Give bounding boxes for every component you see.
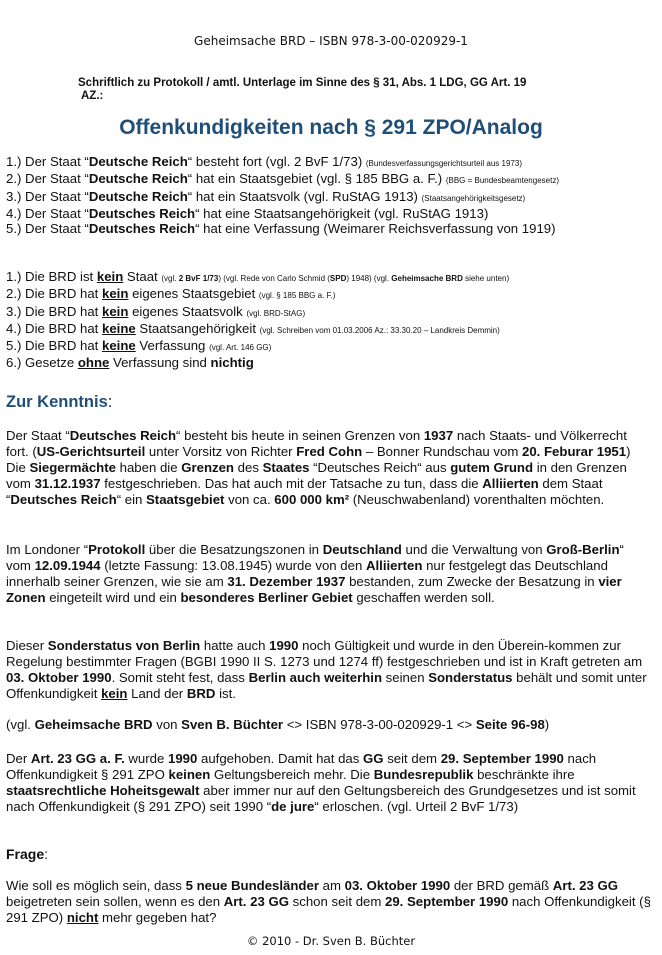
text: am — [318, 878, 345, 893]
list-text: 6.) Gesetze — [6, 355, 78, 371]
bold-text: de jure — [271, 799, 315, 815]
text: von — [152, 717, 182, 732]
list-text: 1.) Die BRD ist — [6, 269, 97, 284]
bold-text: 600 000 km² — [274, 492, 350, 508]
text: nach Offenkundigkeit § 291 ZPO — [6, 751, 597, 783]
bold-text: Art. 23 GG — [223, 894, 289, 910]
list-underlined: ohne — [77, 355, 110, 371]
bold-text: 03. Oktober 1990 — [344, 878, 451, 893]
bold-text: Art. 23 GG a. F. — [30, 751, 125, 766]
text: behält und somit unter Offenkundigkeit — [6, 670, 647, 702]
list-text: 2.) Die BRD hat — [6, 286, 103, 302]
text: beigetreten sein sollen, wenn es den — [6, 894, 224, 910]
text: nur festgelegt das Deutschland innerhalb seiner Grenzen, wie sie am — [6, 558, 608, 590]
text: haben die — [115, 460, 182, 476]
list-bold: Deutsche Reich — [88, 188, 188, 204]
bold-text: vier Zonen — [6, 574, 622, 606]
list-note: (vgl. — [161, 274, 179, 283]
bold-text: Fred Cohn — [296, 444, 363, 460]
text: Land der — [127, 686, 187, 702]
bold-text: 03. Oktober 1990 — [6, 670, 112, 686]
bold-text: Art. 23 GG — [552, 878, 619, 893]
list-text: eigenes Staatsvolk — [128, 303, 247, 319]
bold-text: 31. Dezember 1937 — [227, 574, 346, 590]
bold-text: Alliierten — [482, 476, 539, 492]
list-text: Verfassung — [135, 338, 210, 354]
text: ) — [544, 717, 550, 732]
bold-text: 1990 — [167, 751, 198, 766]
list-note: (BBG = Bundesbeamtengesetz) — [445, 176, 559, 186]
text: noch Gültigkeit und wurde in den Überein-kommen zur Regelung bestimmter Fragen (BGBI 1990 II S. 1273 und 1274 ff) festgeschrieben und ist in Kraft getreten am — [6, 638, 643, 670]
text: – Bonner Rundschau vom — [362, 444, 522, 460]
text: Der — [6, 751, 31, 766]
text: nach Staats- und Völkerrecht fort. ( — [6, 428, 627, 460]
bold-text: Bundesrepublik — [373, 767, 474, 783]
list-note: (vgl. Art. 146 GG) — [209, 343, 272, 353]
list-item — [6, 189, 656, 206]
text: “ ein — [116, 492, 147, 508]
bold-text: Sonderstatus von Berlin — [47, 638, 201, 653]
text: (vgl. — [6, 717, 35, 732]
reich-list — [6, 154, 656, 236]
list-text: 3.) Die BRD hat — [6, 303, 103, 319]
list-note: (vgl. BRD-StAG) — [246, 308, 306, 318]
list-text: Staatsangehörigkeit — [135, 320, 260, 336]
page-title: Offenkundigkeiten nach § 291 ZPO/Analog — [119, 116, 543, 139]
bold-text: Grenzen — [181, 460, 234, 476]
bold-text: Deutsches Reich — [10, 492, 117, 508]
bold-text: Siegermächte — [29, 460, 116, 476]
text: eingeteilt wird und ein — [45, 590, 181, 606]
list-text: “ besteht fort (vgl. 2 BvF 1/73) — [187, 154, 366, 169]
text: beschränkte ihre — [473, 767, 575, 783]
list-text: “ hat ein Staatsgebiet (vgl. § 185 BBG a. F.) — [187, 171, 446, 187]
text: Wie soll es möglich sein, dass — [6, 878, 186, 893]
paragraph — [6, 751, 652, 815]
list-note: (Bundesverfassungsgerichtsurteil aus 1973) — [365, 159, 522, 168]
list-text: 5.) Die BRD hat — [6, 338, 103, 354]
brd-list — [6, 269, 656, 371]
list-note: (Staatsangehörigkeitsgesetz) — [421, 193, 526, 203]
paragraph — [6, 878, 652, 926]
list-bold: nichtig — [210, 355, 254, 371]
heading-text: Zur Kenntnis — [6, 393, 108, 411]
bold-text: 1990 — [269, 638, 299, 653]
text: Der Staat “ — [6, 428, 70, 443]
list-item — [6, 338, 656, 355]
underlined-text: kein — [101, 686, 128, 702]
bold-text: BRD — [186, 686, 216, 702]
list-item — [6, 286, 656, 303]
text: des — [233, 460, 263, 476]
list-underlined: kein — [102, 286, 129, 302]
heading-colon: : — [107, 393, 113, 411]
list-item — [6, 221, 656, 236]
paragraph — [6, 638, 652, 702]
bold-text: Geheimsache BRD — [34, 717, 153, 732]
bold-text: 1937 — [423, 428, 454, 443]
list-text: 4.) Der Staat “ — [6, 205, 89, 221]
bold-text: Alliierten — [365, 558, 423, 574]
bold-text: 29. September 1990 — [440, 751, 564, 766]
list-note: Geheimsache BRD — [391, 274, 463, 283]
list-text: 4.) Die BRD hat — [6, 320, 103, 336]
text: festgeschrieben. Das hat auch mit der Tatsache zu tun, dass die — [100, 476, 483, 492]
text: ) Die — [6, 444, 631, 476]
bold-text: 31.12.1937 — [34, 476, 101, 492]
list-text: “ hat eine Verfassung (Weimarer Reichsverfassung von 1919) — [195, 221, 556, 237]
list-note: ) 1948) (vgl. — [346, 274, 392, 283]
text: der BRD gemäß — [450, 878, 553, 893]
text: mehr gegeben hat? — [98, 910, 217, 926]
page-header: Geheimsache BRD – ISBN 978-3-00-020929-1 — [194, 34, 468, 48]
section-heading — [6, 846, 48, 862]
bold-text: Berlin auch weiterhin — [248, 670, 382, 686]
list-text: “ hat eine Staatsangehörigkeit (vgl. RuStAG 1913) — [195, 205, 489, 221]
list-underlined: keine — [102, 338, 136, 354]
list-bold: Deutsches Reich — [88, 221, 196, 237]
text: Geltungsbereich mehr. Die — [210, 767, 374, 783]
section-heading — [6, 393, 112, 412]
list-item — [6, 355, 656, 370]
bold-text: GG — [363, 751, 384, 766]
text: unter Vorsitz von Richter — [145, 444, 297, 460]
bold-text: US-Gerichtsurteil — [36, 444, 146, 460]
text: . Somit steht fest, dass — [111, 670, 249, 686]
text: Im Londoner “ — [6, 542, 89, 557]
list-bold: Deutsche Reich — [88, 154, 188, 169]
bold-text: Sven B. Büchter — [181, 717, 284, 732]
list-note: 2 BvF 1/73 — [178, 274, 219, 283]
list-text: Verfassung sind — [109, 355, 211, 371]
list-note: (vgl. Schreiben vom 01.03.2006 Az.: 33.30.20 – Landkreis Demmin) — [259, 325, 500, 335]
bold-text: Sonderstatus — [428, 670, 513, 686]
bold-text: Groß-Berlin — [546, 542, 620, 557]
text: nach Offenkundigkeit (§ 291 ZPO) — [6, 894, 651, 926]
text: “ erloschen. (vgl. Urteil 2 BvF 1/73) — [314, 799, 519, 815]
list-underlined: kein — [102, 303, 129, 319]
bold-text: besonderes Berliner Gebiet — [180, 590, 353, 606]
text: schon seit dem — [288, 894, 386, 910]
list-note: SPD — [329, 274, 347, 283]
text: (Neuschwabenland) vorenthalten möchten. — [349, 492, 605, 508]
text: hatte auch — [200, 638, 270, 653]
bold-text: 12.09.1944 — [34, 558, 101, 574]
list-text: 1.) Der Staat “ — [6, 154, 89, 169]
bold-text: Protokoll — [88, 542, 146, 557]
paragraph — [6, 542, 652, 606]
text: von ca. — [224, 492, 275, 508]
bold-text: staatsrechtliche Hoheitsgewalt — [6, 783, 200, 799]
heading-colon: : — [44, 846, 49, 862]
bold-text: 5 neue Bundesländer — [185, 878, 319, 893]
text: aber immer nur auf den Geltungsbereich des Grundgesetzes und ist somit nach Offenkundigkeit (§ 291 ZPO) seit 1990 “ — [6, 783, 636, 815]
text: “ vom — [6, 542, 624, 574]
list-item — [6, 321, 656, 338]
list-note: ) (vgl. Rede von Carlo Schmid ( — [218, 274, 330, 283]
bold-text: 20. Feburar 1951 — [522, 444, 627, 460]
text: in den Grenzen vom — [6, 460, 627, 492]
text: ist. — [215, 686, 236, 702]
list-item — [6, 154, 656, 171]
protocol-note — [78, 77, 638, 103]
list-note: siehe unten) — [462, 274, 510, 283]
list-item — [6, 171, 656, 188]
text: aufgehoben. Damit hat das — [197, 751, 364, 766]
list-bold: Deutsche Reich — [88, 171, 188, 187]
list-note: (vgl. § 185 BBG a. F.) — [258, 291, 336, 301]
text: dem Staat “ — [6, 476, 603, 508]
text: “Deutsches Reich“ aus — [309, 460, 451, 476]
text: über die Besatzungszonen in — [145, 542, 323, 557]
text: (letzte Fassung: 13.08.1945) wurde von den — [100, 558, 366, 574]
underlined-text: nicht — [66, 910, 99, 926]
protocol-line: Schriftlich zu Protokoll / amtl. Unterlage im Sinne des § 31, Abs. 1 LDG, GG Art. 19 — [78, 77, 527, 89]
bold-text: gutem Grund — [450, 460, 534, 476]
bold-text: 29. September 1990 — [385, 894, 509, 910]
bold-text: Deutsches Reich — [69, 428, 177, 443]
bold-text: Staates — [262, 460, 310, 476]
list-bold: Deutsches Reich — [88, 205, 196, 221]
list-underlined: kein — [96, 269, 124, 284]
page-footer: © 2010 - Dr. Sven B. Büchter — [246, 934, 416, 948]
text: seinen — [382, 670, 429, 686]
bold-text: keinen — [168, 767, 211, 783]
bold-text: Seite 96-98 — [475, 717, 545, 732]
text: geschaffen werden soll. — [352, 590, 495, 606]
text: und die Verwaltung von — [401, 542, 547, 557]
heading-text: Frage — [6, 846, 45, 862]
text: Dieser — [6, 638, 48, 653]
list-item — [6, 304, 656, 321]
list-item — [6, 206, 656, 221]
list-text: “ hat ein Staatsvolk (vgl. RuStAG 1913) — [187, 188, 422, 204]
text: “ besteht bis heute in seinen Grenzen von — [176, 428, 424, 443]
citation — [6, 717, 652, 733]
list-text: 3.) Der Staat “ — [6, 188, 89, 204]
bold-text: Staatsgebiet — [146, 492, 225, 508]
text: wurde — [124, 751, 168, 766]
bold-text: Deutschland — [322, 542, 402, 557]
list-item — [6, 269, 656, 286]
paragraph — [6, 428, 652, 508]
list-underlined: keine — [102, 320, 136, 336]
protocol-az: AZ.: — [81, 90, 104, 102]
list-text: 2.) Der Staat “ — [6, 171, 89, 187]
text: <> ISBN 978-3-00-020929-1 <> — [283, 717, 476, 732]
text: seit dem — [383, 751, 441, 766]
text: bestanden, zum Zwecke der Besatzung in — [345, 574, 599, 590]
list-text: eigenes Staatsgebiet — [128, 286, 259, 302]
list-text: Staat — [123, 269, 162, 284]
list-text: 5.) Der Staat “ — [6, 221, 89, 237]
